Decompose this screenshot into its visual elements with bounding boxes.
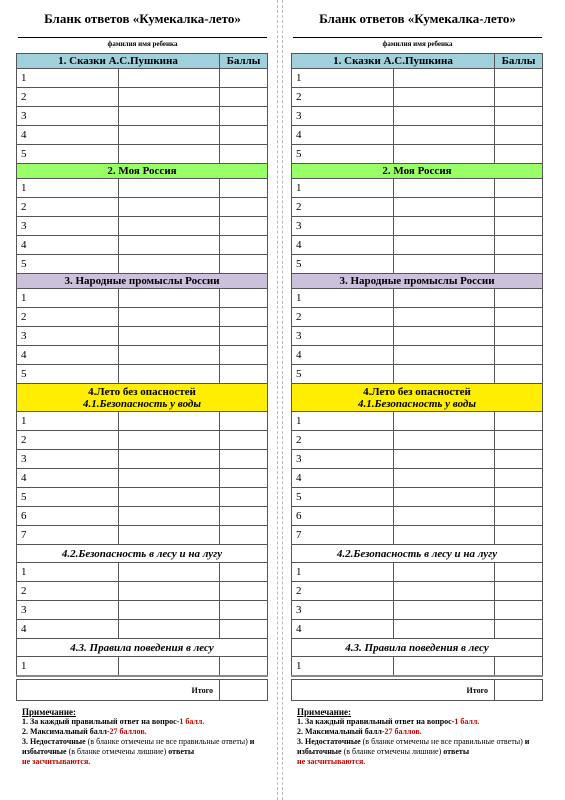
answer-row <box>17 107 268 126</box>
question-number: 3 <box>292 217 394 236</box>
notes-heading: Примечание: <box>297 707 352 717</box>
answer-cell[interactable] <box>118 346 220 365</box>
answer-row <box>292 107 543 126</box>
note-text: ответы <box>441 747 470 756</box>
question-number: 5 <box>292 145 394 164</box>
answer-cell[interactable] <box>118 107 220 126</box>
question-number: 4 <box>17 346 119 365</box>
question-number: 2 <box>292 88 394 107</box>
answer-row <box>292 601 543 620</box>
note-highlight: 1 балл. <box>454 717 480 726</box>
points-cell[interactable] <box>495 255 543 274</box>
points-cell[interactable] <box>220 620 268 639</box>
note-text: (в бланке отмечены лишние) <box>343 747 442 756</box>
answer-row <box>17 657 268 676</box>
points-cell[interactable] <box>495 450 543 469</box>
sheet-title: Бланк ответов «Кумекалка-лето» <box>319 11 516 26</box>
question-number: 5 <box>17 145 119 164</box>
answer-cell[interactable] <box>393 488 495 507</box>
question-number: 4 <box>292 126 394 145</box>
question-number: 1 <box>17 69 119 88</box>
answer-row <box>17 69 268 88</box>
answer-cell[interactable] <box>393 327 495 346</box>
subsection-header <box>292 639 543 657</box>
answer-cell[interactable] <box>393 365 495 384</box>
question-number: 3 <box>292 601 394 620</box>
answer-cell[interactable] <box>393 179 495 198</box>
answer-cell[interactable] <box>118 582 220 601</box>
answer-row <box>292 217 543 236</box>
answer-cell[interactable] <box>393 601 495 620</box>
answer-row <box>292 582 543 601</box>
answer-cell[interactable] <box>393 507 495 526</box>
answer-row <box>17 469 268 488</box>
answer-row <box>292 179 543 198</box>
points-cell[interactable] <box>220 145 268 164</box>
subsection-title: 4.2.Безопасность в лесу и на лугу <box>292 545 543 563</box>
points-cell[interactable] <box>495 469 543 488</box>
note-text: 2. Максимальный балл- <box>297 727 385 736</box>
answer-row <box>292 327 543 346</box>
notes-heading: Примечание: <box>22 707 77 717</box>
points-cell[interactable] <box>495 179 543 198</box>
answers-table <box>16 53 268 701</box>
answer-row <box>292 236 543 255</box>
question-number: 2 <box>292 198 394 217</box>
answer-cell[interactable] <box>393 88 495 107</box>
answer-cell[interactable] <box>393 469 495 488</box>
answer-row <box>292 488 543 507</box>
answer-cell[interactable] <box>393 145 495 164</box>
answer-cell[interactable] <box>393 255 495 274</box>
note-line-3-end: не засчитываются. <box>22 757 91 766</box>
subsection-title: 4.2.Безопасность в лесу и на лугу <box>17 545 268 563</box>
points-cell[interactable] <box>495 327 543 346</box>
answer-cell[interactable] <box>393 346 495 365</box>
points-cell[interactable] <box>220 255 268 274</box>
note-line-1 <box>297 717 552 727</box>
points-cell[interactable] <box>495 563 543 582</box>
answer-cell[interactable] <box>118 236 220 255</box>
child-name-caption: фамилия имя ребенка <box>107 40 178 48</box>
answer-cell[interactable] <box>393 107 495 126</box>
points-cell[interactable] <box>495 145 543 164</box>
points-cell[interactable] <box>220 526 268 545</box>
note-text: и избыточные <box>22 737 255 756</box>
section-subtitle: 4.1.Безопасность у воды <box>357 397 477 410</box>
points-cell[interactable] <box>220 365 268 384</box>
answer-cell[interactable] <box>118 179 220 198</box>
answer-cell[interactable] <box>118 217 220 236</box>
answer-cell[interactable] <box>393 526 495 545</box>
note-text: (в бланке отмечены лишние) <box>68 747 167 756</box>
answer-row <box>17 431 268 450</box>
answers-table <box>291 53 543 701</box>
question-number: 1 <box>17 657 119 676</box>
question-number: 4 <box>17 469 119 488</box>
answer-cell[interactable] <box>118 327 220 346</box>
points-cell[interactable] <box>495 69 543 88</box>
answer-row <box>292 289 543 308</box>
answer-row <box>292 563 543 582</box>
points-cell[interactable] <box>495 657 543 676</box>
answer-row <box>17 488 268 507</box>
answer-cell[interactable] <box>118 601 220 620</box>
note-highlight: 1 балл. <box>179 717 205 726</box>
section-header <box>17 54 268 69</box>
answer-cell[interactable] <box>118 88 220 107</box>
subsection-header <box>17 639 268 657</box>
points-cell[interactable] <box>220 346 268 365</box>
question-number: 5 <box>17 488 119 507</box>
question-number: 4 <box>292 620 394 639</box>
points-cell[interactable] <box>220 88 268 107</box>
answer-row <box>292 507 543 526</box>
question-number: 2 <box>17 198 119 217</box>
points-cell[interactable] <box>220 69 268 88</box>
answer-cell[interactable] <box>118 526 220 545</box>
answer-row <box>17 365 268 384</box>
answer-row <box>17 412 268 431</box>
note-line-1 <box>22 717 277 727</box>
question-number: 3 <box>17 601 119 620</box>
answer-row <box>292 469 543 488</box>
section-header <box>292 54 543 69</box>
answer-row <box>292 69 543 88</box>
answer-cell[interactable] <box>118 126 220 145</box>
subsection-header <box>17 545 268 563</box>
answer-row <box>17 145 268 164</box>
notes-block <box>297 707 552 767</box>
answer-row <box>17 289 268 308</box>
answer-cell[interactable] <box>118 412 220 431</box>
question-number: 1 <box>17 563 119 582</box>
question-number: 3 <box>292 450 394 469</box>
answer-cell[interactable] <box>118 563 220 582</box>
answer-cell[interactable] <box>118 431 220 450</box>
answer-row <box>292 526 543 545</box>
section-header <box>292 164 543 179</box>
question-number: 7 <box>17 526 119 545</box>
answer-row <box>17 450 268 469</box>
answer-cell[interactable] <box>393 563 495 582</box>
points-cell[interactable] <box>495 236 543 255</box>
question-number: 2 <box>17 308 119 327</box>
answer-row <box>17 601 268 620</box>
points-cell[interactable] <box>495 126 543 145</box>
question-number: 3 <box>17 107 119 126</box>
sheet-title: Бланк ответов «Кумекалка-лето» <box>44 11 241 26</box>
points-header: Баллы <box>220 54 268 69</box>
points-cell[interactable] <box>220 601 268 620</box>
answer-row <box>17 126 268 145</box>
points-cell[interactable] <box>220 488 268 507</box>
question-number: 3 <box>17 327 119 346</box>
question-number: 4 <box>292 469 394 488</box>
points-cell[interactable] <box>220 198 268 217</box>
child-name-line[interactable] <box>293 37 542 38</box>
section-title: 3. Народные промыслы России <box>292 274 543 289</box>
answer-cell[interactable] <box>118 469 220 488</box>
subsection-header <box>292 545 543 563</box>
points-cell[interactable] <box>220 308 268 327</box>
answer-cell[interactable] <box>118 255 220 274</box>
points-header: Баллы <box>495 54 543 69</box>
answer-cell[interactable] <box>118 69 220 88</box>
answer-sheet-right <box>282 0 552 800</box>
answer-row <box>17 507 268 526</box>
note-highlight: 27 баллов. <box>109 727 147 736</box>
answer-row <box>292 450 543 469</box>
answer-cell[interactable] <box>393 69 495 88</box>
points-cell[interactable] <box>220 236 268 255</box>
question-number: 2 <box>292 308 394 327</box>
section-title <box>17 384 268 412</box>
question-number: 1 <box>17 289 119 308</box>
points-cell[interactable] <box>220 657 268 676</box>
points-cell[interactable] <box>495 601 543 620</box>
section-header <box>17 384 268 412</box>
note-highlight: 27 баллов. <box>384 727 422 736</box>
note-text: 3. Недостаточные <box>22 737 88 746</box>
answer-cell[interactable] <box>118 198 220 217</box>
answer-sheet-left <box>8 0 278 800</box>
answer-row <box>292 620 543 639</box>
points-cell[interactable] <box>220 450 268 469</box>
note-line-2 <box>297 727 552 737</box>
total-label: Итого <box>17 680 220 701</box>
answer-row <box>17 582 268 601</box>
answer-cell[interactable] <box>393 289 495 308</box>
points-cell[interactable] <box>495 198 543 217</box>
answer-row <box>17 620 268 639</box>
answer-cell[interactable] <box>393 657 495 676</box>
question-number: 5 <box>17 365 119 384</box>
question-number: 1 <box>17 412 119 431</box>
note-line-2 <box>22 727 277 737</box>
answer-cell[interactable] <box>118 308 220 327</box>
section-header <box>17 164 268 179</box>
points-cell[interactable] <box>495 582 543 601</box>
note-line-3 <box>297 737 552 757</box>
question-number: 4 <box>17 126 119 145</box>
question-number: 2 <box>292 582 394 601</box>
question-number: 5 <box>292 488 394 507</box>
total-label: Итого <box>292 680 495 701</box>
question-number: 1 <box>292 69 394 88</box>
total-points-cell[interactable] <box>220 680 268 701</box>
note-text: 2. Максимальный балл- <box>22 727 110 736</box>
points-cell[interactable] <box>495 88 543 107</box>
question-number: 1 <box>17 179 119 198</box>
answer-row <box>17 308 268 327</box>
answer-cell[interactable] <box>393 126 495 145</box>
note-line-3-end: не засчитываются. <box>297 757 366 766</box>
answer-row <box>292 346 543 365</box>
points-cell[interactable] <box>220 126 268 145</box>
question-number: 4 <box>17 236 119 255</box>
question-number: 6 <box>17 507 119 526</box>
points-cell[interactable] <box>495 217 543 236</box>
answer-cell[interactable] <box>118 450 220 469</box>
question-number: 5 <box>17 255 119 274</box>
points-cell[interactable] <box>495 431 543 450</box>
points-cell[interactable] <box>495 507 543 526</box>
question-number: 5 <box>292 365 394 384</box>
answer-cell[interactable] <box>393 236 495 255</box>
points-cell[interactable] <box>220 507 268 526</box>
answer-cell[interactable] <box>393 582 495 601</box>
answer-row <box>292 308 543 327</box>
total-row <box>17 680 268 701</box>
note-text: 3. Недостаточные <box>297 737 363 746</box>
question-number: 2 <box>17 88 119 107</box>
points-cell[interactable] <box>220 412 268 431</box>
points-cell[interactable] <box>220 431 268 450</box>
question-number: 1 <box>292 657 394 676</box>
answer-cell[interactable] <box>118 289 220 308</box>
section-subtitle: 4.1.Безопасность у воды <box>82 397 202 410</box>
answer-row <box>17 179 268 198</box>
question-number: 3 <box>292 327 394 346</box>
question-number: 1 <box>292 563 394 582</box>
answer-cell[interactable] <box>118 620 220 639</box>
section-header <box>292 384 543 412</box>
points-cell[interactable] <box>220 217 268 236</box>
answer-row <box>17 255 268 274</box>
answer-row <box>292 365 543 384</box>
answer-cell[interactable] <box>393 431 495 450</box>
question-number: 7 <box>292 526 394 545</box>
question-number: 3 <box>292 107 394 126</box>
answer-row <box>17 526 268 545</box>
note-text: (в бланке отмечены не все правильные ответы) <box>362 737 523 746</box>
question-number: 4 <box>292 236 394 255</box>
section-title: 3. Народные промыслы России <box>17 274 268 289</box>
answer-cell[interactable] <box>393 217 495 236</box>
answer-cell[interactable] <box>118 488 220 507</box>
answer-cell[interactable] <box>118 507 220 526</box>
answer-row <box>292 145 543 164</box>
answer-row <box>17 198 268 217</box>
answer-row <box>292 126 543 145</box>
note-text: 1. За каждый правильный ответ на вопрос- <box>22 717 180 726</box>
points-cell[interactable] <box>495 620 543 639</box>
points-cell[interactable] <box>220 582 268 601</box>
points-cell[interactable] <box>495 526 543 545</box>
points-cell[interactable] <box>220 179 268 198</box>
notes-block <box>22 707 277 767</box>
points-cell[interactable] <box>220 107 268 126</box>
note-text: 1. За каждый правильный ответ на вопрос- <box>297 717 455 726</box>
answer-row <box>292 198 543 217</box>
answer-cell[interactable] <box>118 145 220 164</box>
subsection-title: 4.3. Правила поведения в лесу <box>292 639 543 657</box>
points-cell[interactable] <box>495 346 543 365</box>
points-cell[interactable] <box>495 289 543 308</box>
answer-cell[interactable] <box>393 450 495 469</box>
points-cell[interactable] <box>220 469 268 488</box>
answer-row <box>17 327 268 346</box>
answer-cell[interactable] <box>393 620 495 639</box>
points-cell[interactable] <box>495 412 543 431</box>
question-number: 4 <box>17 620 119 639</box>
subsection-title: 4.3. Правила поведения в лесу <box>17 639 268 657</box>
total-points-cell[interactable] <box>495 680 543 701</box>
answer-cell[interactable] <box>393 412 495 431</box>
question-number: 2 <box>292 431 394 450</box>
answer-row <box>292 412 543 431</box>
answer-row <box>292 657 543 676</box>
question-number: 6 <box>292 507 394 526</box>
answer-row <box>17 88 268 107</box>
section-title: 2. Моя Россия <box>292 164 543 179</box>
answer-row <box>17 217 268 236</box>
answer-cell[interactable] <box>393 198 495 217</box>
section-title-main: 4.Лето без опасностей <box>363 385 471 398</box>
answer-row <box>292 255 543 274</box>
note-text: и избыточные <box>297 737 530 756</box>
question-number: 3 <box>17 450 119 469</box>
points-cell[interactable] <box>495 308 543 327</box>
points-cell[interactable] <box>220 327 268 346</box>
question-number: 3 <box>17 217 119 236</box>
section-title: 2. Моя Россия <box>17 164 268 179</box>
note-line-3 <box>22 737 277 757</box>
question-number: 2 <box>17 582 119 601</box>
answer-cell[interactable] <box>118 657 220 676</box>
points-cell[interactable] <box>495 107 543 126</box>
question-number: 1 <box>292 179 394 198</box>
answer-row <box>17 236 268 255</box>
question-number: 1 <box>292 289 394 308</box>
section-header <box>17 274 268 289</box>
section-title <box>292 384 543 412</box>
question-number: 4 <box>292 346 394 365</box>
section-title: 1. Сказки А.С.Пушкина <box>17 54 220 69</box>
section-title: 1. Сказки А.С.Пушкина <box>292 54 495 69</box>
answer-cell[interactable] <box>393 308 495 327</box>
question-number: 1 <box>292 412 394 431</box>
note-text: ответы <box>166 747 195 756</box>
total-row <box>292 680 543 701</box>
section-title-main: 4.Лето без опасностей <box>88 385 196 398</box>
child-name-line[interactable] <box>18 37 267 38</box>
answer-cell[interactable] <box>118 365 220 384</box>
answer-row <box>292 88 543 107</box>
note-text: (в бланке отмечены не все правильные ответы) <box>87 737 248 746</box>
points-cell[interactable] <box>220 563 268 582</box>
points-cell[interactable] <box>495 365 543 384</box>
answer-row <box>17 563 268 582</box>
section-header <box>292 274 543 289</box>
answer-row <box>292 431 543 450</box>
question-number: 2 <box>17 431 119 450</box>
points-cell[interactable] <box>220 289 268 308</box>
answer-row <box>17 346 268 365</box>
question-number: 5 <box>292 255 394 274</box>
points-cell[interactable] <box>495 488 543 507</box>
child-name-caption: фамилия имя ребенка <box>382 40 453 48</box>
